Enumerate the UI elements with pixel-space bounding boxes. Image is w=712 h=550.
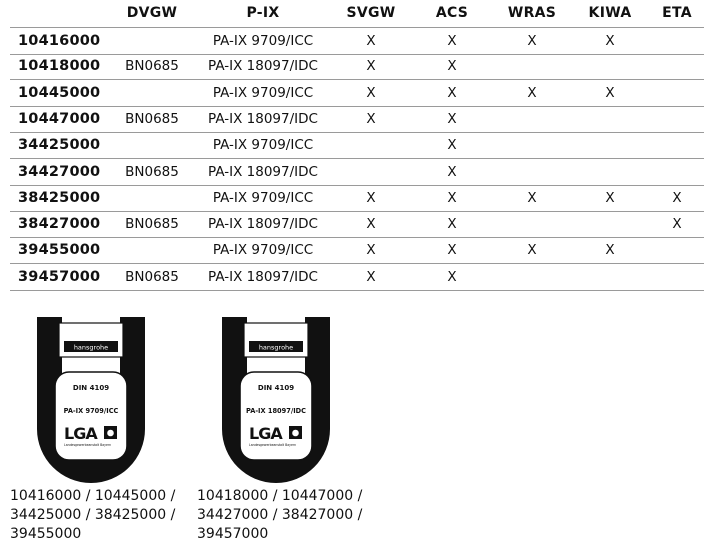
cell-pix: PA-IX 9709/ICC bbox=[212, 137, 314, 154]
cell-svgw: X bbox=[366, 242, 376, 259]
article-number: 39457000 bbox=[18, 268, 101, 285]
certification-badge bbox=[220, 317, 332, 487]
article-number: 34425000 bbox=[18, 137, 101, 154]
caption-line: 34425000 / 38425000 / bbox=[10, 507, 176, 523]
cell-pix: PA-IX 18097/IDC bbox=[208, 110, 318, 127]
cell-dvgw: BN0685 bbox=[125, 58, 179, 75]
table-row bbox=[10, 159, 704, 186]
cell-svgw: X bbox=[366, 216, 376, 233]
cell-svgw: X bbox=[366, 33, 376, 49]
badge-caption bbox=[10, 487, 175, 544]
cert-label: PA-IX 9709/ICC bbox=[63, 407, 119, 415]
cell-kiwa: X bbox=[605, 84, 615, 101]
caption-line: 34427000 / 38427000 / bbox=[197, 507, 363, 523]
cell-pix: PA-IX 18097/IDC bbox=[208, 216, 318, 233]
header-pix: P-IX bbox=[246, 5, 280, 21]
cell-dvgw: BN0685 bbox=[125, 216, 179, 233]
cell-svgw: X bbox=[366, 189, 376, 206]
table-row bbox=[10, 211, 704, 238]
table-row bbox=[10, 106, 704, 133]
cell-dvgw: BN0685 bbox=[125, 110, 179, 127]
article-number: 10447000 bbox=[18, 110, 101, 127]
cell-acs: X bbox=[447, 163, 457, 180]
header-kiwa: KIWA bbox=[588, 5, 632, 21]
cell-wras: X bbox=[527, 33, 537, 49]
din-label: DIN 4109 bbox=[72, 384, 110, 392]
cell-pix: PA-IX 9709/ICC bbox=[212, 33, 314, 49]
lga-subtitle: Landesgewerbeanstalt Bayern bbox=[249, 443, 297, 447]
cell-pix: PA-IX 18097/IDC bbox=[208, 58, 318, 75]
cell-svgw: X bbox=[366, 110, 376, 127]
article-number: 38427000 bbox=[18, 216, 101, 233]
cell-pix: PA-IX 18097/IDC bbox=[208, 163, 318, 180]
article-number: 39455000 bbox=[18, 242, 101, 259]
cell-dvgw: BN0685 bbox=[125, 268, 179, 285]
cell-dvgw: BN0685 bbox=[125, 163, 179, 180]
cell-svgw: X bbox=[366, 268, 376, 285]
brand-name: hansgrohe bbox=[258, 343, 294, 352]
cert-label: PA-IX 18097/IDC bbox=[245, 407, 307, 415]
header-dvgw: DVGW bbox=[126, 5, 178, 21]
cell-acs: X bbox=[447, 189, 457, 206]
lga-subtitle: Landesgewerbeanstalt Bayern bbox=[64, 443, 112, 447]
brand-name: hansgrohe bbox=[73, 343, 109, 352]
lga-logo: LGA bbox=[249, 424, 282, 443]
cell-pix: PA-IX 9709/ICC bbox=[212, 242, 314, 259]
cell-eta: X bbox=[672, 216, 682, 233]
table-row bbox=[10, 185, 704, 212]
cell-pix: PA-IX 9709/ICC bbox=[212, 84, 314, 101]
cell-kiwa: X bbox=[605, 33, 615, 49]
table-row bbox=[10, 27, 704, 55]
badge-graphic bbox=[220, 317, 332, 487]
article-number: 10416000 bbox=[18, 33, 101, 49]
caption-line: 39457000 bbox=[197, 526, 269, 542]
cell-kiwa: X bbox=[605, 242, 615, 259]
din-label: DIN 4109 bbox=[257, 384, 295, 392]
cell-acs: X bbox=[447, 58, 457, 75]
article-number: 10418000 bbox=[18, 58, 101, 75]
table-row bbox=[10, 80, 704, 107]
article-number: 34427000 bbox=[18, 163, 101, 180]
cell-pix: PA-IX 9709/ICC bbox=[212, 189, 314, 206]
cell-acs: X bbox=[447, 216, 457, 233]
header-svgw: SVGW bbox=[346, 5, 396, 21]
table-row bbox=[10, 132, 704, 159]
cell-wras: X bbox=[527, 242, 537, 259]
table-row bbox=[10, 264, 704, 291]
header-eta: ETA bbox=[662, 5, 692, 21]
caption-line: 39455000 bbox=[10, 526, 82, 542]
article-number: 10445000 bbox=[18, 84, 101, 101]
cell-acs: X bbox=[447, 137, 457, 154]
cell-svgw: X bbox=[366, 84, 376, 101]
cell-pix: PA-IX 18097/IDC bbox=[208, 268, 318, 285]
table-row bbox=[10, 237, 704, 264]
cell-svgw: X bbox=[366, 58, 376, 75]
cell-acs: X bbox=[447, 33, 457, 49]
badge-graphic bbox=[35, 317, 147, 487]
cell-acs: X bbox=[447, 84, 457, 101]
article-number: 38425000 bbox=[18, 189, 101, 206]
cell-kiwa: X bbox=[605, 189, 615, 206]
badge-caption bbox=[197, 487, 362, 544]
lga-logo: LGA bbox=[64, 424, 97, 443]
cell-eta: X bbox=[672, 189, 682, 206]
caption-line: 10416000 / 10445000 / bbox=[10, 488, 176, 504]
cell-acs: X bbox=[447, 242, 457, 259]
cell-wras: X bbox=[527, 84, 537, 101]
header-acs: ACS bbox=[435, 5, 469, 21]
certification-badge bbox=[35, 317, 147, 487]
header-wras: WRAS bbox=[507, 5, 557, 21]
caption-line: 10418000 / 10447000 / bbox=[197, 488, 363, 504]
cell-acs: X bbox=[447, 268, 457, 285]
table-row bbox=[10, 53, 704, 80]
cell-wras: X bbox=[527, 189, 537, 206]
cell-acs: X bbox=[447, 110, 457, 127]
